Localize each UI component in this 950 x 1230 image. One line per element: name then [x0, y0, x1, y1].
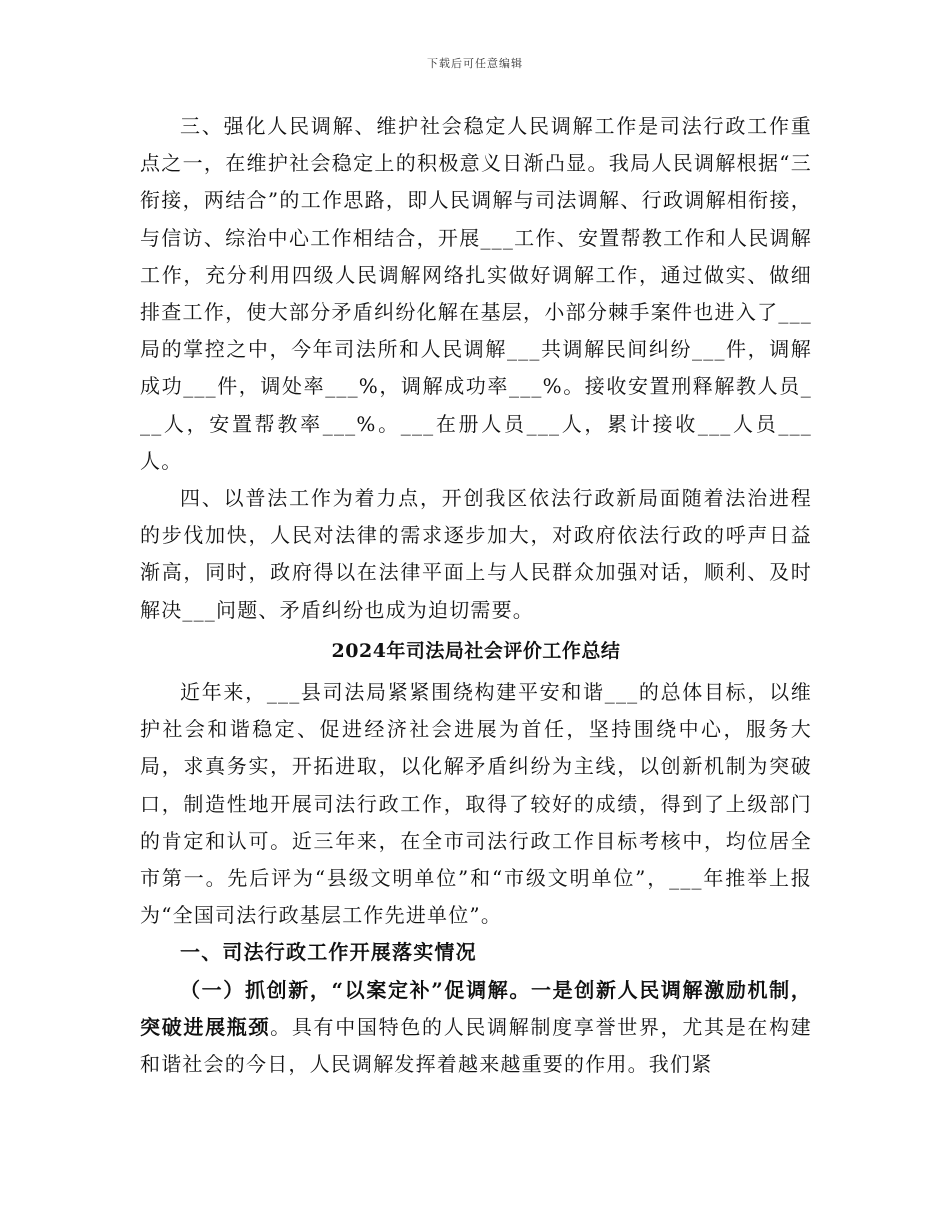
paragraph-legal-education: 四、以普法工作为着力点，开创我区依法行政新局面随着法治进程的步伐加快，人民对法律的需求逐步加大，对政府依法行政的呼声日益渐高，同时，政府得以在法律平面上与人民群众加强对话，顺利、及时解决___问题、矛盾纠纷也成为迫切需要。 [140, 486, 812, 622]
paragraph-innovation-bold: （一）抓创新，“以案定补”促调解。一是创新人民调解激励机制，突破进展瓶颈 [140, 977, 812, 1039]
paragraph-innovation-rest: 。具有中国特色的人民调解制度享誉世界，尤其是在构建和谐社会的今日，人民调解发挥着越来越重要的作用。我们紧 [140, 1014, 813, 1077]
paragraph-intro: 近年来，___县司法局紧紧围绕构建平安和谐___的总体目标，以维护社会和谐稳定、促进经济社会进展为首任，坚持围绕中心，服务大局，求真务实，开拓进取，以化解矛盾纠纷为主线，以创新机制为突破口，制造性地开展司法行政工作，取得了较好的成绩，得到了上级部门的肯定和认可。近三年来，在全市司法行政工作目标考核中，均位居全市第一。先后评为“县级文明单位”和“市级文明单位”，___年推举上报为“全国司法行政基层工作先进单位”。 [140, 680, 812, 928]
header-note: 下载后可任意编辑 [427, 57, 523, 70]
section-title: 2024年司法局社会评价工作总结 [331, 639, 621, 662]
paragraph-innovation [140, 972, 812, 1084]
paragraph-mediation: 三、强化人民调解、维护社会稳定人民调解工作是司法行政工作重点之一，在维护社会稳定上的积极意义日渐凸显。我局人民调解根据“三衔接，两结合”的工作思路，即人民调解与司法调解、行政调解相衔接，与信访、综治中心工作相结合，开展___工作、安置帮教工作和人民调解工作，充分利用四级人民调解网络扎实做好调解工作，通过做实、做细排查工作，使大部分矛盾纠纷化解在基层，小部分棘手案件也进入了___局的掌控之中，今年司法所和人民调解___共调解民间纠纷___件，调解成功___件，调处率___%，调解成功率___%。接收安置刑释解教人员___人，安置帮教率___%。___在册人员___人，累计接收___人员___人。 [140, 114, 812, 473]
document-body [140, 108, 812, 1083]
heading-implementation: 一、司法行政工作开展落实情况 [180, 940, 477, 965]
